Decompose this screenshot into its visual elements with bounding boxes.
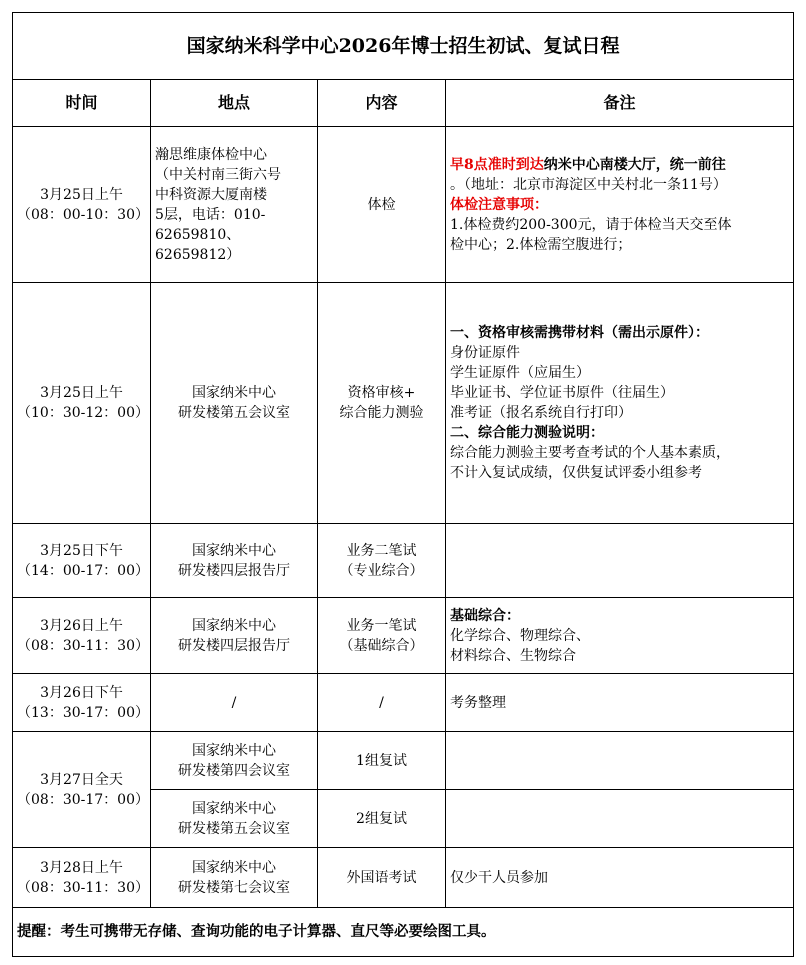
time-date: 3月26日下午 (40, 684, 123, 701)
note-line: 不计入复试成绩，仅供复试评委小组参考 (450, 465, 702, 481)
content-cell (318, 598, 446, 674)
content-line: 外国语考试 (346, 869, 417, 886)
time-range: （08：30-17：00） (17, 791, 149, 808)
content-line: （基础综合） (339, 637, 424, 654)
time-range: （10：30-12：00） (17, 405, 149, 421)
place-cell (151, 790, 318, 848)
time-range: （08：30-11：30） (17, 879, 149, 896)
note-line: 1.体检费约200-300元，请于体检当天交至体 (450, 216, 732, 233)
notes-cell (446, 848, 794, 908)
place-line: 国家纳米中心 (192, 800, 276, 817)
place-cell (151, 598, 318, 674)
table-row (13, 674, 794, 732)
table-row (13, 524, 794, 598)
header-content: 内容 (318, 80, 446, 127)
time-date: 3月25日上午 (40, 186, 123, 203)
content-line: / (379, 694, 384, 711)
time-date: 3月25日下午 (40, 542, 123, 559)
note-line (450, 155, 789, 175)
footer-reminder: 提醒：考生可携带无存储、查询功能的电子计算器、直尺等必要绘图工具。 (13, 908, 794, 957)
note-line: 材料综合、生物综合 (450, 647, 576, 664)
header-notes: 备注 (446, 80, 794, 127)
time-date: 3月28日上午 (40, 859, 123, 876)
note-line: 身份证原件 (450, 345, 520, 361)
header-row (13, 80, 794, 127)
note-line: 。（地址：北京市海淀区中关村北一条11号） (450, 176, 727, 193)
content-cell (318, 524, 446, 598)
note-line: 化学综合、物理综合、 (450, 627, 590, 644)
title-row (13, 13, 794, 80)
place-line: 62659812） (155, 246, 241, 263)
notes-cell (446, 674, 794, 732)
time-range: （08：00-10：30） (17, 206, 149, 223)
place-cell (151, 524, 318, 598)
time-date: 3月26日上午 (40, 617, 123, 634)
header-time: 时间 (13, 80, 151, 127)
table-row (13, 598, 794, 674)
place-cell (151, 732, 318, 790)
table-row (13, 283, 794, 524)
place-cell (151, 283, 318, 524)
content-cell (318, 848, 446, 908)
table-row (13, 848, 794, 908)
content-line: 综合能力测验 (339, 405, 424, 421)
place-line: / (231, 694, 237, 711)
place-line: 研发楼四层报告厅 (178, 562, 290, 579)
place-line: 国家纳米中心 (192, 542, 276, 559)
note-line: 仅少干人员参加 (450, 869, 548, 886)
place-line: 国家纳米中心 (192, 385, 276, 401)
place-line: 研发楼第五会议室 (178, 405, 290, 421)
page-title: 国家纳米科学中心2026年博士招生初试、复试日程 (13, 13, 794, 80)
note-bold: 纳米中心南楼大厅，统一前往 (543, 156, 726, 173)
time-cell (13, 283, 151, 524)
time-cell (13, 848, 151, 908)
note-line: 考务整理 (450, 694, 506, 711)
note-line: 检中心；2.体检需空腹进行； (450, 236, 632, 253)
time-date: 3月25日上午 (40, 385, 123, 401)
time-range: （14：00-17：00） (17, 562, 149, 579)
note-line: 准考证（报名系统自行打印） (450, 405, 632, 421)
header-place: 地点 (151, 80, 318, 127)
time-date: 3月27日全天 (40, 771, 123, 788)
content-cell (318, 790, 446, 848)
time-cell (13, 674, 151, 732)
place-line: 瀚思维康体检中心 (155, 146, 267, 163)
content-cell (318, 127, 446, 283)
note-highlight: 早8点准时到达 (450, 156, 544, 173)
note-line: 学生证原件（应届生） (450, 365, 590, 381)
place-line: 研发楼四层报告厅 (178, 637, 290, 654)
content-cell (318, 674, 446, 732)
place-line: 5层，电话：010- (155, 206, 266, 223)
notes-cell (446, 790, 794, 848)
place-line: 研发楼第五会议室 (178, 820, 290, 837)
footer-row (13, 908, 794, 957)
place-line: 国家纳米中心 (192, 742, 276, 759)
note-line: 毕业证书、学位证书原件（往届生） (450, 385, 674, 401)
table-row (13, 732, 794, 790)
content-line: 业务一笔试 (346, 617, 417, 634)
place-cell (151, 848, 318, 908)
notes-cell (446, 732, 794, 790)
place-line: 国家纳米中心 (192, 617, 276, 634)
time-range: （08：30-11：30） (17, 637, 149, 654)
time-cell (13, 732, 151, 848)
note-highlight: 体检注意事项： (450, 196, 548, 213)
place-cell (151, 674, 318, 732)
notes-cell (446, 524, 794, 598)
time-cell (13, 598, 151, 674)
content-line: （专业综合） (339, 562, 424, 579)
notes-cell (446, 127, 794, 283)
table-row (13, 127, 794, 283)
place-line: 研发楼第七会议室 (178, 879, 290, 896)
place-line: 中科资源大厦南楼 (155, 186, 267, 203)
schedule-table (12, 12, 794, 957)
time-cell (13, 524, 151, 598)
place-cell (151, 127, 318, 283)
content-cell (318, 283, 446, 524)
note-heading: 一、资格审核需携带材料（需出示原件）： (450, 325, 709, 341)
content-cell (318, 732, 446, 790)
content-line: 1组复试 (356, 752, 407, 769)
place-line: 62659810、 (155, 226, 241, 243)
note-line: 综合能力测验主要考查考试的个人基本素质， (450, 445, 730, 461)
time-cell (13, 127, 151, 283)
time-range: （13：30-17：00） (17, 704, 149, 721)
content-line: 2组复试 (356, 810, 407, 827)
schedule-document (12, 12, 793, 957)
place-line: 研发楼第四会议室 (178, 762, 290, 779)
notes-cell (446, 598, 794, 674)
content-line: 资格审核+ (347, 385, 416, 401)
note-heading: 二、综合能力测验说明： (450, 425, 604, 441)
note-heading: 基础综合： (450, 607, 520, 624)
place-line: （中关村南三街六号 (155, 166, 281, 183)
place-line: 国家纳米中心 (192, 859, 276, 876)
notes-cell (446, 283, 794, 524)
content-line: 体检 (367, 196, 396, 213)
content-line: 业务二笔试 (346, 542, 417, 559)
